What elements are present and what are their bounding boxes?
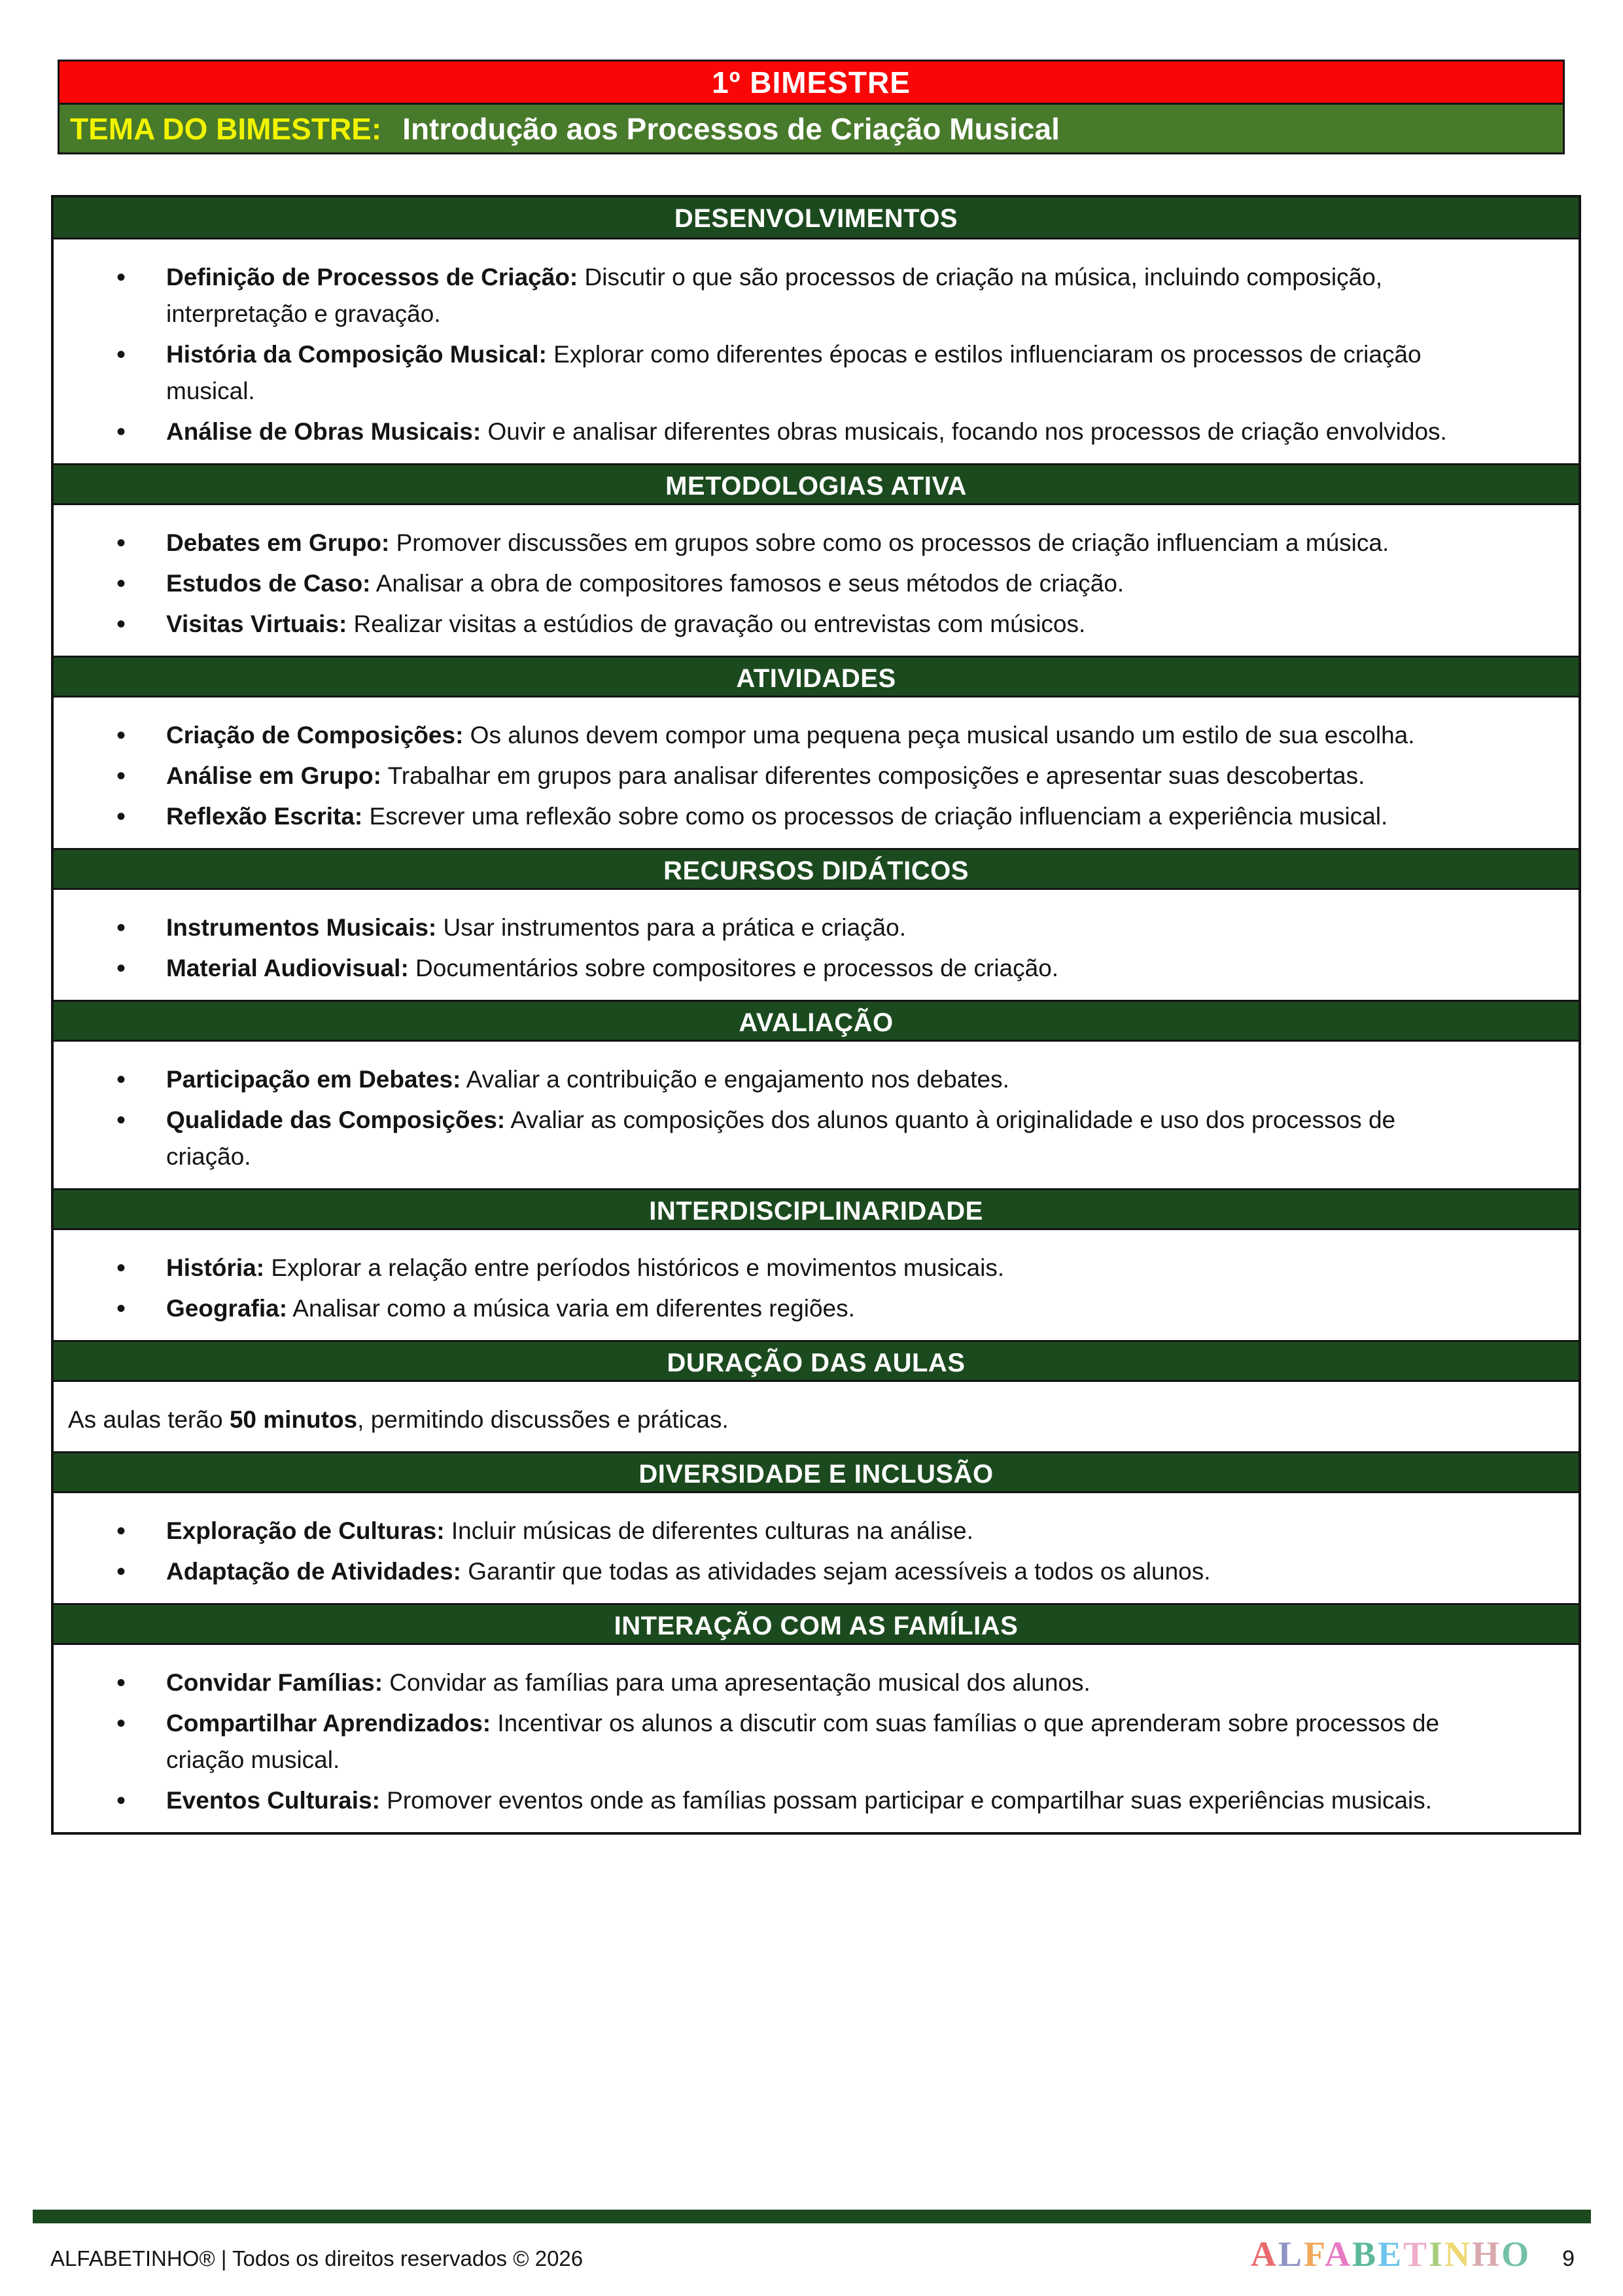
duration-paragraph <box>54 1402 1579 1438</box>
item-lead: Definição de Processos de Criação: <box>166 264 578 291</box>
list-item <box>166 798 1467 835</box>
item-lead: Debates em Grupo: <box>166 529 390 556</box>
list-item <box>166 717 1467 754</box>
logo-letter: F <box>1303 2234 1325 2274</box>
item-lead: Qualidade das Composições: <box>166 1106 506 1133</box>
item-text: Trabalhar em grupos para analisar diferentes composições e apresentar suas descobertas. <box>381 762 1365 789</box>
list-item <box>166 1665 1467 1701</box>
section-header: RECURSOS DIDÁTICOS <box>54 848 1579 890</box>
section-header: INTERDISCIPLINARIDADE <box>54 1188 1579 1230</box>
footer-right <box>1251 2234 1575 2274</box>
list-item <box>166 1513 1467 1549</box>
paragraph-text: As aulas terão <box>68 1406 230 1433</box>
list-item <box>166 565 1467 602</box>
content-table <box>51 195 1581 1835</box>
paragraph-bold: 50 minutos <box>229 1406 358 1433</box>
bullet-list <box>54 717 1579 835</box>
list-item <box>166 1061 1467 1098</box>
theme-prefix: TEMA DO BIMESTRE: <box>70 111 382 146</box>
list-item <box>166 259 1467 332</box>
footer-divider-bar <box>33 2210 1591 2223</box>
logo-letter: B <box>1352 2234 1378 2274</box>
theme-banner <box>60 105 1563 152</box>
item-text: Analisar como a música varia em diferentes regiões. <box>287 1295 855 1322</box>
list-item <box>166 1250 1467 1286</box>
section-header: METODOLOGIAS ATIVA <box>54 463 1579 505</box>
section-content <box>54 890 1579 1000</box>
footer-copyright: ALFABETINHO® | Todos os direitos reservados © 2026 <box>50 2246 584 2270</box>
logo-letter: I <box>1429 2234 1445 2274</box>
theme-title: Introdução aos Processos de Criação Musical <box>402 111 1060 146</box>
section-content <box>54 698 1579 848</box>
list-item <box>166 414 1467 450</box>
section-content <box>54 1493 1579 1603</box>
list-item <box>166 525 1467 561</box>
list-item <box>166 1782 1467 1819</box>
item-lead: Reflexão Escrita: <box>166 803 363 830</box>
top-banners <box>58 60 1565 154</box>
item-text: Incluir músicas de diferentes culturas na análise. <box>444 1517 973 1544</box>
list-item <box>166 1290 1467 1327</box>
bullet-list <box>54 525 1579 643</box>
section-content <box>54 239 1579 463</box>
item-lead: Geografia: <box>166 1295 288 1322</box>
item-lead: Instrumentos Musicais: <box>166 914 437 941</box>
bimestre-label: 1º BIMESTRE <box>712 65 911 99</box>
section-header: AVALIAÇÃO <box>54 1000 1579 1042</box>
item-text: Realizar visitas a estúdios de gravação ou entrevistas com músicos. <box>347 610 1086 637</box>
item-text: Os alunos devem compor uma pequena peça musical usando um estilo de sua escolha. <box>463 722 1415 749</box>
item-lead: Análise de Obras Musicais: <box>166 418 481 445</box>
item-text: Explorar a relação entre períodos históricos e movimentos musicais. <box>264 1254 1005 1281</box>
list-item <box>166 1705 1467 1778</box>
section-header: ATIVIDADES <box>54 656 1579 698</box>
section-content <box>54 505 1579 656</box>
list-item <box>166 336 1467 410</box>
section-content <box>54 1042 1579 1188</box>
section-header: INTERAÇÃO COM AS FAMÍLIAS <box>54 1603 1579 1645</box>
bullet-list <box>54 910 1579 987</box>
list-item <box>166 950 1467 987</box>
bullet-list <box>54 1513 1579 1590</box>
item-text: Usar instrumentos para a prática e criação. <box>436 914 906 941</box>
item-lead: História da Composição Musical: <box>166 341 547 368</box>
logo-letter: A <box>1324 2234 1352 2274</box>
logo-letter: E <box>1377 2234 1403 2274</box>
item-text: Explorar como diferentes épocas e estilos influenciaram os processos de criação musical. <box>166 341 1422 404</box>
item-text: Promover eventos onde as famílias possam participar e compartilhar suas experiências musicais. <box>379 1787 1433 1814</box>
item-text: Incentivar os alunos a discutir com suas famílias o que aprenderam sobre processos de criação musical. <box>166 1710 1440 1773</box>
logo-letter: L <box>1278 2234 1304 2274</box>
list-item <box>166 1553 1467 1590</box>
bullet-list <box>54 1061 1579 1175</box>
logo-letter: O <box>1501 2234 1531 2274</box>
item-lead: Visitas Virtuais: <box>166 610 347 637</box>
item-text: Avaliar as composições dos alunos quanto à originalidade e uso dos processos de criação. <box>166 1106 1396 1170</box>
section-content <box>54 1645 1579 1832</box>
bullet-list <box>54 1665 1579 1819</box>
item-lead: Análise em Grupo: <box>166 762 381 789</box>
paragraph-text: , permitindo discussões e práticas. <box>357 1406 729 1433</box>
section-header: DURAÇÃO DAS AULAS <box>54 1340 1579 1382</box>
section-header: DESENVOLVIMENTOS <box>54 198 1579 239</box>
item-lead: Exploração de Culturas: <box>166 1517 445 1544</box>
alfabetinho-logo <box>1251 2234 1531 2274</box>
logo-letter: A <box>1250 2234 1278 2274</box>
item-text: Analisar a obra de compositores famosos e seus métodos de criação. <box>370 570 1125 597</box>
bullet-list <box>54 1250 1579 1327</box>
logo-letter: N <box>1444 2234 1473 2274</box>
list-item <box>166 1102 1467 1175</box>
item-lead: Convidar Famílias: <box>166 1669 383 1696</box>
list-item <box>166 758 1467 794</box>
item-text: Promover discussões em grupos sobre como os processos de criação influenciam a música. <box>389 529 1389 556</box>
item-lead: Material Audiovisual: <box>166 955 409 981</box>
page-number: 9 <box>1562 2246 1575 2271</box>
logo-letter: H <box>1472 2234 1502 2274</box>
item-text: Escrever uma reflexão sobre como os processos de criação influenciam a experiência musical. <box>362 803 1388 830</box>
item-text: Documentários sobre compositores e processos de criação. <box>408 955 1059 981</box>
item-lead: Eventos Culturais: <box>166 1787 380 1814</box>
item-lead: Participação em Debates: <box>166 1066 461 1093</box>
item-lead: Compartilhar Aprendizados: <box>166 1710 491 1737</box>
item-text: Garantir que todas as atividades sejam acessíveis a todos os alunos. <box>461 1558 1211 1585</box>
item-text: Discutir o que são processos de criação na música, incluindo composição, interpretação e gravação. <box>166 264 1383 327</box>
item-lead: Criação de Composições: <box>166 722 464 749</box>
item-lead: História: <box>166 1254 265 1281</box>
list-item <box>166 606 1467 643</box>
section-content <box>54 1230 1579 1340</box>
list-item <box>166 910 1467 946</box>
item-text: Convidar as famílias para uma apresentação musical dos alunos. <box>383 1669 1091 1696</box>
bimestre-banner <box>60 62 1563 105</box>
logo-letter: T <box>1403 2234 1429 2274</box>
item-text: Ouvir e analisar diferentes obras musicais, focando nos processos de criação envolvidos. <box>481 418 1447 445</box>
section-content <box>54 1382 1579 1451</box>
item-lead: Estudos de Caso: <box>166 570 371 597</box>
bullet-list <box>54 259 1579 450</box>
item-lead: Adaptação de Atividades: <box>166 1558 461 1585</box>
footer <box>50 2234 1575 2274</box>
section-header: DIVERSIDADE E INCLUSÃO <box>54 1451 1579 1493</box>
item-text: Avaliar a contribuição e engajamento nos debates. <box>461 1066 1009 1093</box>
